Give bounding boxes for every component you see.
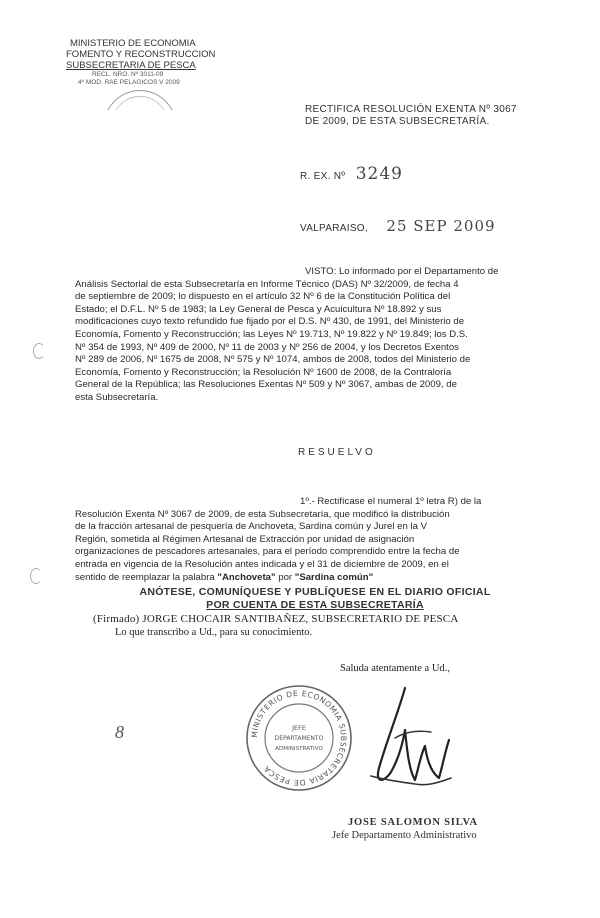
visto-line: Nº 354 de 1993, Nº 409 de 2000, Nº 11 de 2003 y Nº 256 de 2004, y los Decretos Exentos — [75, 341, 459, 353]
closing-line-1: ANÓTESE, COMUNÍQUESE Y PUBLÍQUESE EN EL DIARIO OFICIAL — [139, 586, 491, 598]
letterhead-mod: 4º MOD. RAE PELAGICOS V 2009 — [78, 79, 180, 86]
subject-line-2: DE 2009, DE ESTA SUBSECRETARÍA. — [305, 116, 490, 127]
visto-line: General de la República; las Resoluciones Exentas Nº 509 y Nº 3067, ambas de 2009, de — [75, 379, 457, 391]
resolution-number — [300, 164, 403, 184]
margin-note: 8 — [115, 722, 124, 742]
official-seal — [243, 682, 355, 794]
visto-first-line: VISTO: Lo informado por el Departamento de — [305, 266, 499, 277]
date-stamp: 25 SEP 2009 — [386, 217, 496, 235]
subject-line-1: RECTIFICA RESOLUCIÓN EXENTA Nº 3067 — [305, 104, 517, 115]
seal-center-3: ADMINISTRATIVO — [275, 746, 323, 752]
saluda-line: Saluda atentamente a Ud., — [340, 663, 450, 674]
visto-line: de septiembre de 2009; lo dispuesto en el artículo 32 Nº 6 de la Constitución Política del — [75, 291, 451, 303]
visto-line: esta Subsecretaría. — [75, 391, 159, 403]
hole-punch-mark-2 — [30, 568, 42, 584]
signer-title: Jefe Departamento Administrativo — [332, 830, 477, 841]
resuelvo-last-line — [75, 572, 555, 585]
rex-number: 3249 — [355, 164, 403, 184]
subject — [305, 104, 565, 128]
closing-line-2: POR CUENTA DE ESTA SUBSECRETARÍA — [206, 599, 424, 611]
visto-line: Estado; el D.F.L. Nº 5 de 1983; la Ley General de Pesca y Acuicultura Nº 18.892 y sus — [75, 303, 442, 315]
seal-center-1: JEFE — [292, 724, 306, 732]
resuelvo-paragraph — [75, 496, 555, 584]
resuelvo-line: entrada en vigencia de la Resolución antes indicada y el 31 de diciembre de 2009, en el — [75, 558, 449, 570]
visto-line: modificaciones cuyo texto refundido fue fijado por el D.S. Nº 430, de 1991, del Ministerio de — [75, 316, 465, 328]
signature-block — [332, 817, 562, 841]
firmado-line: (Firmado) JORGE CHOCAIR SANTIBAÑEZ, SUBSECRETARIO DE PESCA — [93, 613, 459, 625]
visto-line: Nº 289 de 2006, Nº 1675 de 2008, Nº 575 y Nº 1074, ambos de 2008, todos del Ministerio de — [75, 354, 471, 366]
rex-label: R. EX. Nº — [300, 171, 346, 182]
place-label: VALPARAISO, — [300, 223, 368, 234]
resuelvo-title: RESUELVO — [298, 447, 376, 458]
signer-name: JOSE SALOMON SILVA — [348, 817, 478, 828]
letterhead-ministry-2: FOMENTO Y RECONSTRUCCION — [66, 49, 216, 60]
place-date — [300, 217, 496, 236]
resuelvo-last-mid: por — [275, 571, 295, 583]
seal-ring-text: MINISTERIO DE ECONOMIA SUBSECRETARIA DE PESCA — [249, 688, 349, 788]
letterhead-ministry: MINISTERIO DE ECONOMIA — [70, 38, 196, 49]
letterhead-seal — [100, 60, 180, 114]
handwritten-signature — [365, 680, 455, 805]
closing-block — [75, 586, 555, 638]
visto-line: Economía, Fomento y Reconstrucción; la Resolución Nº 1600 de 2008, de la Contraloría — [75, 366, 452, 378]
word-new: "Sardina común" — [294, 571, 374, 583]
letterhead-subsecretaria: SUBSECRETARIA DE PESCA — [66, 60, 196, 71]
letterhead-recl: RECL. NRO. Nº 3011-09 — [92, 71, 164, 78]
visto-line: Análisis Sectorial de esta Subsecretaría en Informe Técnico (DAS) Nº 32/2009, de fecha 4 — [75, 278, 459, 290]
resuelvo-line: Región, sometida al Régimen Artesanal de Extracción por unidad de asignación — [75, 533, 415, 545]
visto-paragraph — [75, 266, 555, 405]
resuelvo-last-prefix: sentido de reemplazar la palabra — [75, 571, 218, 583]
resuelvo-line: de la fracción artesanal de pesquería de Anchoveta, Sardina común y Jurel en la V — [75, 521, 427, 533]
resuelvo-first-line: 1º.- Rectifícase el numeral 1º letra R) de la — [300, 496, 482, 507]
visto-line: Economía, Fomento y Reconstrucción; las Leyes Nº 19.713, Nº 19.822 y Nº 19.849; los D.S. — [75, 328, 468, 340]
transcribe-line: Lo que transcribo a Ud., para su conocimiento. — [115, 627, 313, 638]
seal-center-2: DEPARTAMENTO — [274, 735, 324, 742]
hole-punch-mark-1 — [33, 343, 45, 359]
resuelvo-line: organizaciones de pescadores artesanales, para el período comprendido entre la fecha de — [75, 546, 460, 558]
word-old: "Anchoveta" — [217, 571, 276, 583]
resuelvo-line: Resolución Exenta Nº 3067 de 2009, de esta Subsecretaría, que modificó la distribución — [75, 508, 450, 520]
